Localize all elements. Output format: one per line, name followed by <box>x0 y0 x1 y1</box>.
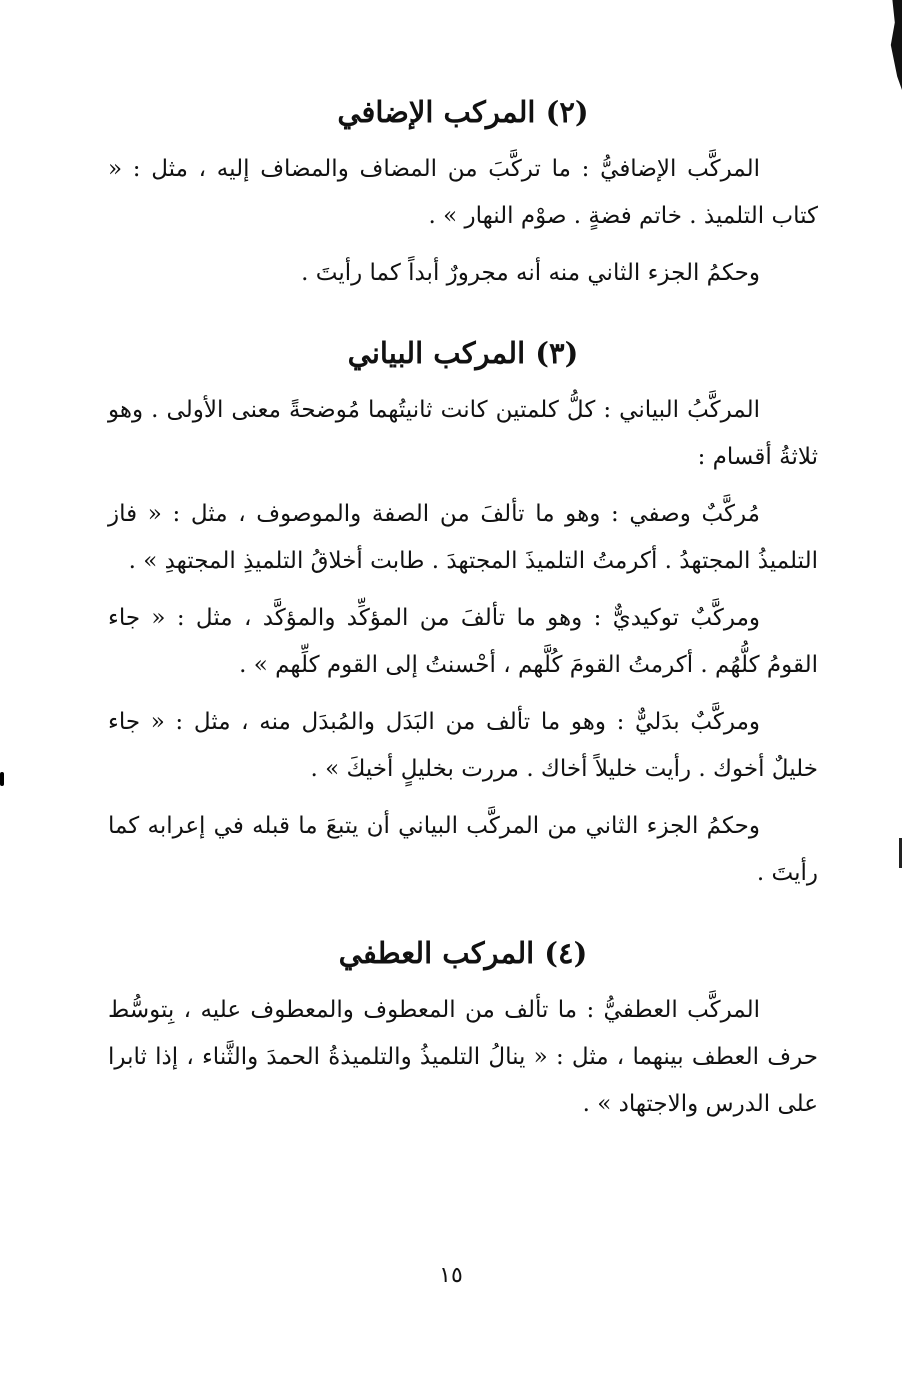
page-body <box>108 92 818 1332</box>
paragraph: المركَّب الإضافيُّ : ما تركَّبَ من المضاف والمضاف إليه ، مثل : « كتاب التلميذ . خاتم فضةٍ . صوْم النهار » . <box>108 156 818 229</box>
scan-edge-mark <box>0 772 4 786</box>
section-heading: (٣) المركب البياني <box>347 336 579 370</box>
section-heading: (٢) المركب الإضافي <box>337 95 589 129</box>
page-number: ١٥ <box>439 1263 463 1288</box>
paragraph: مُركَّبٌ وصفي : وهو ما تألفَ من الصفة والموصوف ، مثل : « فاز التلميذُ المجتهدُ . أكرمتُ التلميذَ المجتهدَ . طابت أخلاقُ التلميذِ المجتهدِ » . <box>108 501 818 574</box>
section-heading: (٤) المركب العطفي <box>338 936 588 970</box>
paragraph: ومركَّبٌ توكيديٌّ : وهو ما تألفَ من المؤكِّد والمؤكَّد ، مثل : « جاء القومُ كلُّهُم . أكرمتُ القومَ كُلَّهم ، أحْسنتُ إلى القوم كلِّهم » . <box>108 605 818 678</box>
paragraph: وحكمُ الجزء الثاني منه أنه مجرورٌ أبداً كما رأيتَ . <box>301 260 760 286</box>
paragraph: المركَّب العطفيُّ : ما تألف من المعطوف والمعطوف عليه ، بِتوسُّط حرف العطف بينهما ، مثل : « ينالُ التلميذُ والتلميذةُ الحمدَ والثَّناء ، إذا ثابرا على الدرس والاجتهاد » . <box>108 997 818 1117</box>
section-atfi <box>108 933 818 1128</box>
paragraph: وحكمُ الجزء الثاني من المركَّب البياني أن يتبعَ ما قبله في إعرابه كما رأيتَ . <box>108 813 818 886</box>
section-idafi <box>108 92 818 297</box>
paragraph: المركَّبُ البياني : كلُّ كلمتين كانت ثانيتُهما مُوضحةً معنى الأولى . وهو ثلاثةُ أقسام : <box>108 397 818 470</box>
paragraph: ومركَّبٌ بدَليٌّ : وهو ما تألف من البَدَل والمُبدَل منه ، مثل : « جاء خليلٌ أخوك . رأيت خليلاً أخاك . مررت بخليلٍ أخيكَ » . <box>108 709 818 782</box>
scan-edge-mark <box>886 0 902 90</box>
section-bayani <box>108 333 818 897</box>
